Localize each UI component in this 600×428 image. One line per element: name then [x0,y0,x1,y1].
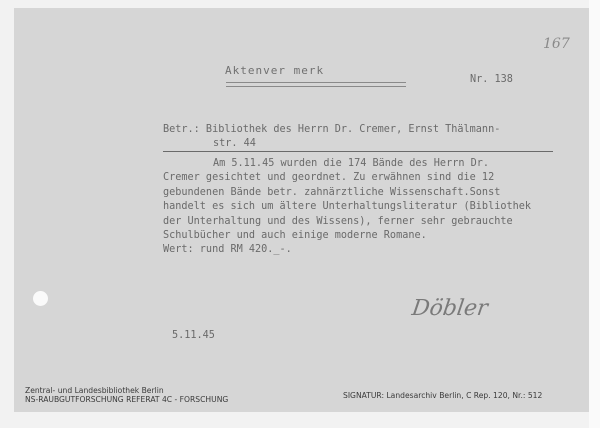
scan-edge [589,0,600,428]
punch-hole [33,291,48,306]
title-underline [226,82,406,87]
body-line: gebundenen Bände betr. zahnärztliche Wissenschaft.Sonst [163,186,501,198]
memo-date: 5.11.45 [172,330,215,341]
folio-number: 167 [543,36,570,52]
footer-signature: SIGNATUR: Landesarchiv Berlin, C Rep. 120, Nr.: 512 [343,391,543,400]
document-number: Nr. 138 [470,74,513,85]
subject-line-1: Betr.: Bibliothek des Herrn Dr. Cremer, Ernst Thälmann- [163,124,501,135]
body-line: Schulbücher und auch einige moderne Romane. [163,230,427,242]
footer-institution [25,386,228,404]
subject-underline [163,151,553,152]
handwritten-signature: Döbler [410,296,490,321]
body-line: handelt es sich um ältere Unterhaltungsliteratur (Bibliothek [163,201,532,213]
memo-body [163,157,531,258]
footer-line-1: Zentral- und Landesbibliothek Berlin [25,386,164,395]
footer-line-2: NS-RAUBGUTFORSCHUNG REFERAT 4C - FORSCHUNG [25,395,229,404]
body-line: der Unterhaltung und des Wissens), ferner sehr gebrauchte [163,215,513,227]
subject-line-2: str. 44 [213,138,256,149]
document-title: Aktenver merk [225,64,325,77]
body-line: Wert: rund RM 420._-. [163,244,292,256]
body-line: Cremer gesichtet und geordnet. Zu erwähnen sind die 12 [163,172,495,184]
body-line: Am 5.11.45 wurden die 174 Bände des Herrn Dr. [213,158,490,169]
